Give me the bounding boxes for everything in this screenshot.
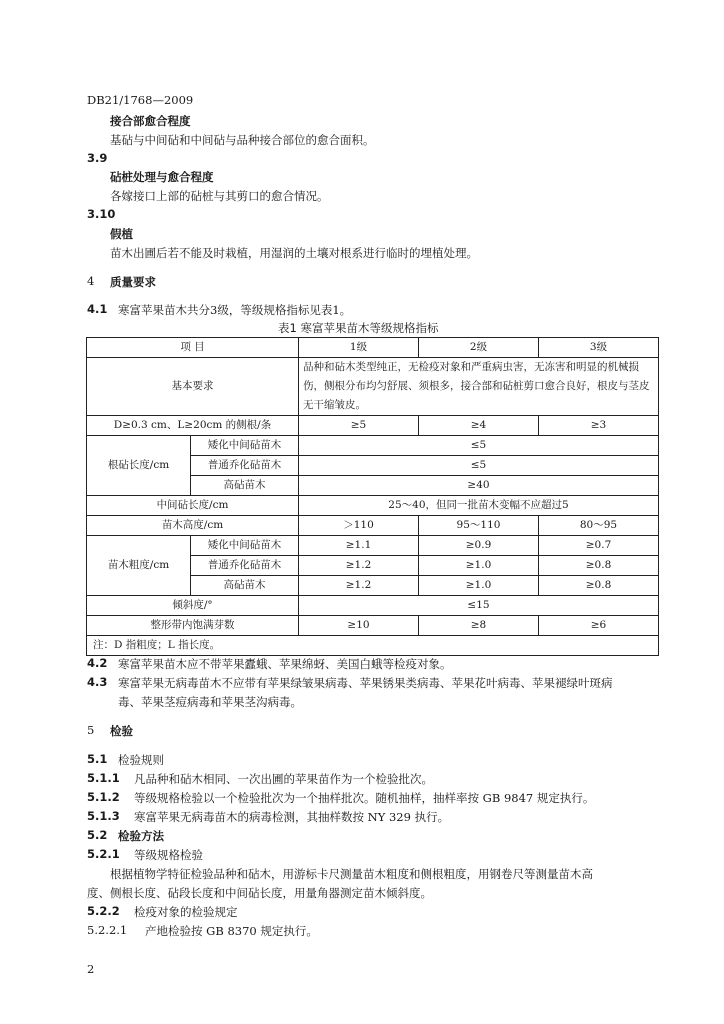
table-cell: ≥8 xyxy=(419,616,539,636)
clause-number: 4.2 xyxy=(87,656,108,670)
section-title: 砧桩处理与愈合程度 xyxy=(110,170,214,184)
clause-text: 寒富苹果苗木应不带苹果蠹蛾、苹果绵蚜、美国白蛾等检疫对象。 xyxy=(118,657,452,671)
row-label: 高砧苗木 xyxy=(191,476,299,496)
section-text: 各嫁接口上部的砧桩与其剪口的愈合情况。 xyxy=(110,189,329,203)
row-label: 中间砧长度/cm xyxy=(87,496,299,516)
table-header-cell: 1级 xyxy=(299,338,419,358)
row-label: 高砧苗木 xyxy=(191,576,299,596)
section-title: 质量要求 xyxy=(110,275,156,289)
table-caption: 表1 寒富苹果苗木等级规格指标 xyxy=(278,321,439,335)
table-header-cell: 项 目 xyxy=(87,338,299,358)
clause-text: 凡品种和砧木相同、一次出圃的苹果苗作为一个检验批次。 xyxy=(134,772,433,786)
clause-number: 4.3 xyxy=(87,675,108,689)
clause-number: 4.1 xyxy=(87,302,108,316)
clause-title: 检疫对象的检验规定 xyxy=(134,905,238,919)
row-label: 苗木高度/cm xyxy=(87,516,299,536)
page-number: 2 xyxy=(87,962,95,976)
table-cell: ≥0.9 xyxy=(419,536,539,556)
table-note: 注：D 指粗度；L 指长度。 xyxy=(87,636,659,656)
table-cell: ≥1.0 xyxy=(419,576,539,596)
section-title: 检验 xyxy=(110,724,133,738)
clause-number: 5.2.2 xyxy=(87,904,120,918)
table-note-row xyxy=(87,636,659,656)
section-number: 3.9 xyxy=(87,151,108,165)
row-label: 普通乔化砧苗木 xyxy=(191,556,299,576)
clause-text: 寒富苹果苗木共分3级，等级规格指标见表1。 xyxy=(118,303,352,317)
clause-number: 5.1.1 xyxy=(87,771,120,785)
table-cell: ≤5 xyxy=(299,436,659,456)
row-label: 整形带内饱满芽数 xyxy=(87,616,299,636)
clause-title: 检验规则 xyxy=(118,753,164,767)
row-label: 矮化中间砧苗木 xyxy=(191,436,299,456)
table-cell: ≥1.2 xyxy=(299,556,419,576)
table-cell: ≥3 xyxy=(539,416,659,436)
grade-spec-table xyxy=(86,337,659,656)
clause-text: 等级规格检验以一个检验批次为一个抽样批次。随机抽样，抽样率按 GB 9847 规定执行。 xyxy=(134,791,595,805)
table-row xyxy=(87,358,659,416)
table-header-cell: 2级 xyxy=(419,338,539,358)
table-cell: ≥1.0 xyxy=(419,556,539,576)
table-row xyxy=(87,536,659,556)
table-row xyxy=(87,416,659,436)
clause-text: 产地检验按 GB 8370 规定执行。 xyxy=(145,924,318,938)
row-label: 普通乔化砧苗木 xyxy=(191,456,299,476)
clause-text: 寒富苹果无病毒苗木的病毒检测，其抽样数按 NY 329 执行。 xyxy=(134,810,450,824)
table-cell: ≥1.1 xyxy=(299,536,419,556)
section-number: 5 xyxy=(87,723,95,737)
table-cell: ≥0.7 xyxy=(539,536,659,556)
table-cell: ≥4 xyxy=(419,416,539,436)
term-heading: 接合部愈合程度 xyxy=(110,114,191,128)
clause-title: 等级规格检验 xyxy=(134,848,203,862)
table-cell: ＞110 xyxy=(299,516,419,536)
table-row xyxy=(87,616,659,636)
table-cell: ≥40 xyxy=(299,476,659,496)
document-header-code: DB21/1768—2009 xyxy=(87,93,194,107)
table-row xyxy=(87,516,659,536)
term-description: 基砧与中间砧和中间砧与品种接合部位的愈合面积。 xyxy=(110,133,375,147)
table-cell: ≥6 xyxy=(539,616,659,636)
table-cell: 95～110 xyxy=(419,516,539,536)
table-cell: ≥10 xyxy=(299,616,419,636)
clause-text: 根据植物学特征检验品种和砧木，用游标卡尺测量苗木粗度和侧根粗度，用钢卷尺等测量苗木高 xyxy=(110,867,593,881)
row-group-label: 根砧长度/cm xyxy=(87,436,191,496)
row-label: D≥0.3 cm、L≥20cm 的侧根/条 xyxy=(87,416,299,436)
table-cell: ≥1.2 xyxy=(299,576,419,596)
table-header-cell: 3级 xyxy=(539,338,659,358)
clause-text: 寒富苹果无病毒苗木不应带有苹果绿皱果病毒、苹果锈果类病毒、苹果花叶病毒、苹果褪绿叶斑病 xyxy=(118,676,613,690)
table-row xyxy=(87,596,659,616)
table-cell: 80～95 xyxy=(539,516,659,536)
clause-text-continued: 毒、苹果茎痘病毒和苹果茎沟病毒。 xyxy=(118,695,302,709)
row-label: 倾斜度/° xyxy=(87,596,299,616)
table-row xyxy=(87,496,659,516)
clause-number: 5.2.2.1 xyxy=(87,923,128,937)
table-cell: ≤5 xyxy=(299,456,659,476)
clause-number: 5.1.3 xyxy=(87,809,120,823)
row-label: 矮化中间砧苗木 xyxy=(191,536,299,556)
clause-number: 5.1.2 xyxy=(87,790,120,804)
section-title: 假植 xyxy=(110,227,133,241)
section-number: 4 xyxy=(87,274,95,288)
table-cell: ≥0.8 xyxy=(539,556,659,576)
table-cell: ≥0.8 xyxy=(539,576,659,596)
clause-title: 检验方法 xyxy=(118,829,164,843)
table-cell: ≤15 xyxy=(299,596,659,616)
basic-requirement-text: 品种和砧木类型纯正，无检疫对象和严重病虫害，无冻害和明显的机械损伤，侧根分布均匀舒展、须根多，接合部和砧桩剪口愈合良好，根皮与茎皮无干缩皱皮。 xyxy=(299,358,659,416)
row-group-label: 苗木粗度/cm xyxy=(87,536,191,596)
clause-number: 5.2 xyxy=(87,828,108,842)
table-header-row xyxy=(87,338,659,358)
table-cell: 25～40，但同一批苗木变幅不应超过5 xyxy=(299,496,659,516)
table-row xyxy=(87,436,659,456)
clause-number: 5.2.1 xyxy=(87,847,120,861)
row-label: 基本要求 xyxy=(87,358,299,416)
clause-text-continued: 度、侧根长度、砧段长度和中间砧长度，用量角器测定苗木倾斜度。 xyxy=(87,886,432,900)
table-cell: ≥5 xyxy=(299,416,419,436)
section-text: 苗木出圃后若不能及时栽植，用湿润的土壤对根系进行临时的埋植处理。 xyxy=(110,246,478,260)
section-number: 3.10 xyxy=(87,207,116,221)
clause-number: 5.1 xyxy=(87,752,108,766)
